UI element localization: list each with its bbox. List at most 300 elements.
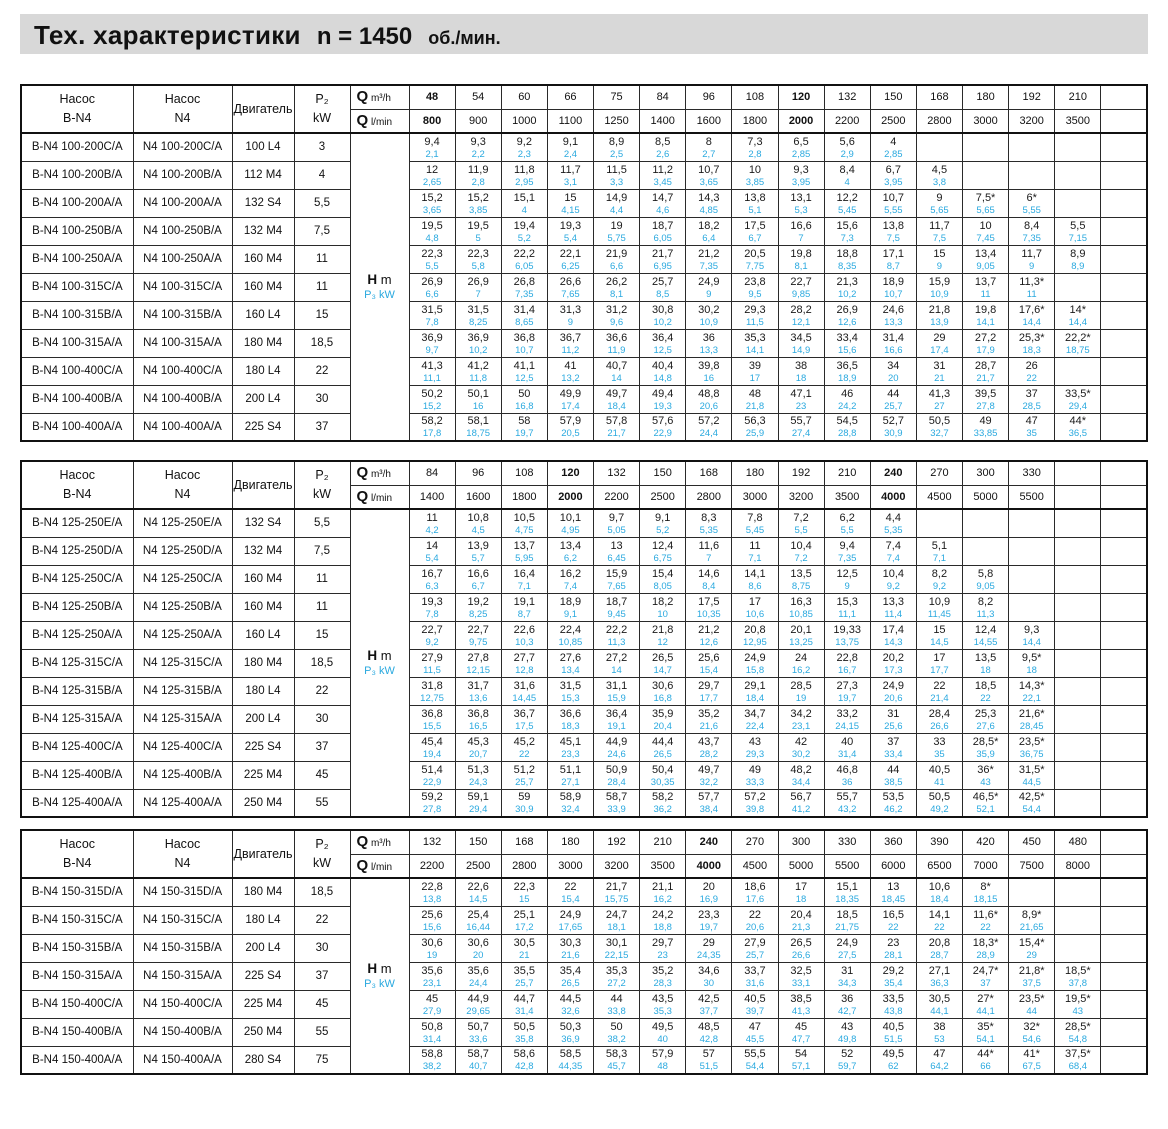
h-value: 13,9 [467,539,489,552]
p3-value: 11,2 [561,344,580,356]
data-cell [732,509,778,537]
data-cell [594,593,640,621]
h-value: 49,5 [882,1048,905,1061]
p3-value: 49,8 [837,1033,857,1045]
h-value: 29 [702,936,715,949]
p3-value: 17,5 [515,720,534,732]
p3-value: 17,6 [745,893,765,905]
p3-value: 35,8 [515,1033,534,1045]
data-cell [1009,273,1055,301]
p3-value: 23,3 [561,748,580,760]
h-value: 22 [564,880,577,893]
motor-header: Двигатель [232,830,294,878]
h-value [1055,892,1100,893]
p3-value: 5,4 [425,552,439,564]
data-cell [1055,990,1101,1018]
data-cell [640,217,686,245]
h-value: 8,4 [839,163,855,176]
h-value [1055,371,1100,372]
h-value: 40 [841,735,854,748]
table-row [21,621,1147,649]
h-value [1009,523,1054,524]
data-cell [455,962,501,990]
p2-cell: 18,5 [294,329,350,357]
pump-bn4-name: B-N4 125-250B/A [21,593,133,621]
p3-value: 4,6 [656,204,670,216]
pump-bn4-header: Насос B-N4 [21,830,133,878]
data-cell [501,1018,547,1046]
p3-value: 5,55 [1022,204,1041,216]
q-lmin-value: 3200 [594,854,640,878]
data-cell [916,733,962,761]
data-cell [1101,621,1147,649]
h-value: 27,9 [421,651,443,664]
h-value: 30,5 [513,936,536,949]
data-cell [409,593,455,621]
h-value: 16,6 [790,219,812,232]
h-value: 8 [705,135,712,148]
h-value: 11 [749,539,761,552]
data-cell [1055,649,1101,677]
p3-value: 5,5 [794,524,808,536]
h-value: 20,1 [790,623,812,636]
p3-value: 44,1 [976,1005,995,1017]
data-cell [870,329,916,357]
q-unit-header [350,85,409,109]
p3-value: 26,6 [791,949,811,961]
h-value: 17,4 [882,623,905,636]
data-cell [640,621,686,649]
data-cell [963,677,1009,705]
pump-n4-name: N4 125-400B/A [133,761,232,789]
data-cell [409,990,455,1018]
pump-bn4-name: B-N4 150-400A/A [21,1046,133,1074]
p3-value: 4,4 [609,204,624,216]
data-cell [824,245,870,273]
data-cell [1055,161,1101,189]
h-value: 44,5 [559,992,582,1005]
data-cell [1101,273,1147,301]
q-lmin-value: 5500 [1009,485,1055,509]
data-cell [870,677,916,705]
h-value: 10,8 [467,511,489,524]
h-p3-label-cell [350,133,409,441]
data-cell [1101,217,1147,245]
h-value: 28,5* [972,735,999,748]
p3-value: 5,95 [515,552,534,564]
p3-value: 27,8 [976,400,995,412]
data-cell [455,189,501,217]
h-value [1101,635,1146,636]
h-value: 28,5 [790,679,812,692]
pump-n4-name: N4 100-315B/A [133,301,232,329]
data-cell [1101,878,1147,906]
h-value: 43 [841,1020,854,1033]
h-value: 50,5 [928,791,951,804]
h-value: 22,7 [790,275,812,288]
p3-value: 37,7 [699,1005,719,1017]
p3-value: 22 [519,748,530,760]
p3-value: 11,3 [976,608,995,620]
p3-value: 4,85 [699,204,719,216]
h-value: 50 [610,1020,623,1033]
h-value: 29,7 [698,679,720,692]
h-value: 25,4 [467,908,489,921]
h-value: 45,1 [559,735,582,748]
data-cell [594,161,640,189]
h-value: 15,6 [836,219,858,232]
data-cell [686,934,732,962]
data-cell [732,705,778,733]
p2-cell: 7,5 [294,537,350,565]
h-value: 57,7 [698,791,720,804]
h-value: 10,7 [698,163,720,176]
data-cell [824,621,870,649]
p3-value: 22 [934,921,945,933]
data-cell [547,1046,593,1074]
q-m3h-value: 192 [594,830,640,854]
data-cell [732,621,778,649]
h-value: 21,9 [605,247,628,260]
h-value [1101,399,1146,400]
h-value: 21,7 [605,880,628,893]
pump-n4-name: N4 125-315C/A [133,649,232,677]
q-unit-label: m³/h [368,469,391,481]
data-cell [594,705,640,733]
h-value: 25,3* [1018,331,1045,344]
p3-value: 26,6 [930,720,949,732]
p3-value: 9,85 [791,288,811,300]
p3-value: 33,9 [607,804,626,816]
q-m3h-value: 180 [547,830,593,854]
h-value: 44,7 [513,992,536,1005]
data-cell [501,677,547,705]
p3-value: 67,5 [1022,1061,1041,1073]
data-cell [409,565,455,593]
p3-value: 7,35 [837,552,857,564]
data-cell [455,934,501,962]
p3-value: 35,9 [976,748,995,760]
p3-value: 2,8 [471,176,485,188]
p3-value: 32,6 [561,1005,580,1017]
data-cell [1055,329,1101,357]
h-value: 36,8 [467,707,489,720]
h-value: 26,9 [836,303,858,316]
h-value: 12 [425,163,439,176]
h-value [1055,719,1100,720]
motor-cell: 225 S4 [232,413,294,441]
data-cell [778,677,824,705]
data-cell [870,161,916,189]
data-cell [686,413,732,441]
h-value: 9,3 [1024,623,1040,636]
data-cell [455,878,501,906]
p3-value: 8,4 [702,580,716,592]
data-cell [1101,990,1147,1018]
q-lmin-value: 8000 [1055,854,1101,878]
motor-cell: 132 S4 [232,189,294,217]
data-cell [1055,593,1101,621]
h-value: 55,7 [790,415,812,428]
p3-value: 15 [519,893,530,905]
h-value: 13,4 [974,247,997,260]
h-value: 9,3 [793,163,809,176]
h-value [1009,551,1054,552]
p3-value: 6,05 [653,232,672,244]
p2-cell: 37 [294,962,350,990]
p3-value: 18,45 [881,893,906,905]
p3-value: 12,5 [653,344,672,356]
data-cell [824,878,870,906]
motor-cell: 160 L4 [232,301,294,329]
data-cell [547,537,593,565]
p3-value: 6,25 [561,260,580,272]
q-lmin-value [1101,485,1147,509]
p3-value: 17 [749,372,761,384]
h-value: 58,9 [559,791,582,804]
data-cell [501,733,547,761]
h-value: 17 [794,880,808,893]
p3-value: 25,7 [515,776,534,788]
data-cell [1055,677,1101,705]
data-cell [1009,990,1055,1018]
pump-bn4-name: B-N4 150-400C/A [21,990,133,1018]
h-value: 14 [425,539,439,552]
data-cell [963,413,1009,441]
p3-value: 9 [1029,260,1035,272]
data-cell [455,1046,501,1074]
p3-value: 10,3 [515,636,534,648]
p3-value: 15,9 [607,692,626,704]
p2-cell: 11 [294,273,350,301]
h-value: 27,8 [467,651,489,664]
p3-value: 10,9 [930,288,949,300]
q-lmin-value: 7500 [1009,854,1055,878]
pump-n4-name: N4 125-250A/A [133,621,232,649]
p3-value: 64,2 [930,1061,949,1073]
p3-value: 21,3 [791,921,811,933]
q-lmin-value: 1800 [501,485,547,509]
p3-value: 51,5 [699,1061,719,1073]
data-cell [916,245,962,273]
q-m3h-value [1101,461,1147,485]
p3-value: 26,5 [653,748,672,760]
p3-value: 31,4 [515,1005,534,1017]
data-cell [916,413,962,441]
h-value: 8,9* [1021,908,1042,921]
p2-cell: 75 [294,1046,350,1074]
pump-bn4-name: B-N4 100-400A/A [21,413,133,441]
h-value: 22,8 [836,651,858,664]
h-value: 23,8 [744,275,766,288]
h-value: 32* [1023,1020,1040,1033]
p3-value: 5,55 [884,204,903,216]
data-cell [1055,1018,1101,1046]
data-cell [1055,906,1101,934]
data-cell [686,565,732,593]
h-value: 18,2 [651,595,674,608]
data-cell [640,649,686,677]
p3-value: 7,1 [932,552,947,564]
h-value [1101,523,1146,524]
p3-value: 5,1 [748,204,762,216]
p3-value: 5,65 [976,204,995,216]
p3-value: 20 [472,949,484,961]
p3-value: 2,85 [884,148,903,160]
table-row [21,906,1147,934]
p3-value: 10,35 [696,608,721,620]
h-value: 24,9 [836,936,858,949]
h-value: 12,5 [836,567,858,580]
data-cell [963,189,1009,217]
h-value: 8,9 [608,135,625,148]
data-cell [963,245,1009,273]
h-value [1055,551,1100,552]
p2-header: P₂ kW [294,830,350,878]
data-cell [916,273,962,301]
p3-value: 36,5 [1068,428,1088,440]
data-cell [1009,705,1055,733]
h-value: 9,4 [424,135,440,148]
h-value: 10,4 [790,539,812,552]
p3-value: 34,4 [791,776,811,788]
h-value: 44,4 [651,735,674,748]
data-cell [916,161,962,189]
p3-value: 11,3 [607,636,626,648]
h-value: 31 [887,707,900,720]
p3-label: P₃ kW [364,978,395,990]
p3-value: 9,2 [425,636,439,648]
h-value: 57,6 [651,415,674,428]
p3-value: 54,8 [1068,1033,1088,1045]
p3-value: 7,2 [794,552,808,564]
h-value: 10,6 [928,880,951,893]
h-value: 21,8 [651,623,674,636]
h-value: 26,5 [651,651,674,664]
h-value: 36,7 [513,707,536,720]
p3-value: 33,1 [791,977,811,989]
data-cell [501,761,547,789]
data-cell [1101,385,1147,413]
h-value: 13 [610,539,623,552]
data-cell [1009,761,1055,789]
motor-cell: 225 M4 [232,990,294,1018]
data-cell [686,245,732,273]
motor-cell: 180 M4 [232,649,294,677]
h-value: 18,8 [836,247,858,260]
h-value: 23,3 [698,908,720,921]
p3-value: 25,7 [515,977,534,989]
h-value: 28,7 [974,359,997,372]
h-value: 18,3* [972,936,999,949]
p3-value: 43,2 [837,804,857,816]
data-cell [963,878,1009,906]
data-cell [594,509,640,537]
data-cell [1101,733,1147,761]
h-value: 48,8 [698,387,720,400]
q-m3h-value: 480 [1055,830,1101,854]
h-value: 31,5* [1018,763,1045,776]
data-cell [824,273,870,301]
p3-value: 22,15 [604,949,629,961]
pump-n4-name: N4 125-315A/A [133,705,232,733]
h-value: 29,3 [744,303,766,316]
h-value: 37,5* [1064,1048,1091,1061]
p3-value: 21,7 [976,372,995,384]
h-value: 13,7 [513,539,536,552]
data-cell [409,301,455,329]
p3-value: 14,3 [884,636,903,648]
p3-value: 6,75 [653,552,672,564]
data-cell [1009,789,1055,817]
data-cell [640,878,686,906]
data-cell [732,789,778,817]
data-cell [640,133,686,161]
q-m3h-value: 240 [686,830,732,854]
p3-value: 24,4 [468,977,488,989]
h-value [1101,259,1146,260]
data-cell [455,161,501,189]
data-cell [594,677,640,705]
h-value: 15,9 [605,567,628,580]
p3-label: P₃ kW [364,665,395,677]
pump-table-3 [20,829,1148,1075]
h-value: 59,1 [467,791,489,804]
h-value: 49,5 [651,1020,674,1033]
data-cell [916,385,962,413]
p3-value: 17,65 [558,921,583,933]
p3-value: 7,75 [745,260,765,272]
h-value: 45,4 [421,735,443,748]
h-value: 14* [1069,303,1087,316]
p3-value: 33,4 [884,748,903,760]
pump-n4-name: N4 100-400C/A [133,357,232,385]
q-m3h-value: 60 [501,85,547,109]
q-symbol: Q [356,833,369,851]
data-cell [732,189,778,217]
h-value: 13,5 [790,567,812,580]
data-cell [594,789,640,817]
data-cell [501,934,547,962]
data-cell [732,990,778,1018]
h-value [1055,175,1100,176]
pump-n4-name: N4 150-315D/A [133,878,232,906]
h-value: 21,3 [836,275,858,288]
p3-value: 9,6 [609,316,624,328]
q-lmin-value: 2500 [870,109,916,133]
data-cell [1009,217,1055,245]
p3-value: 43 [1072,1005,1084,1017]
h-value: 37 [1025,387,1038,400]
data-cell [594,878,640,906]
h-value [1101,719,1146,720]
p3-value: 8,1 [794,260,808,272]
data-cell [547,217,593,245]
h-value: 11,7 [1021,247,1042,260]
h-value: 20,5 [744,247,766,260]
h-value: 34,6 [698,964,720,977]
data-cell [640,565,686,593]
p2-cell: 45 [294,761,350,789]
data-cell [455,509,501,537]
h-value: 9,2 [516,135,532,148]
h-value: 49 [979,415,992,428]
p2-cell: 11 [294,565,350,593]
h-value: 58,2 [421,415,443,428]
h-value: 22,2 [605,623,628,636]
data-cell [686,733,732,761]
data-cell [824,1018,870,1046]
